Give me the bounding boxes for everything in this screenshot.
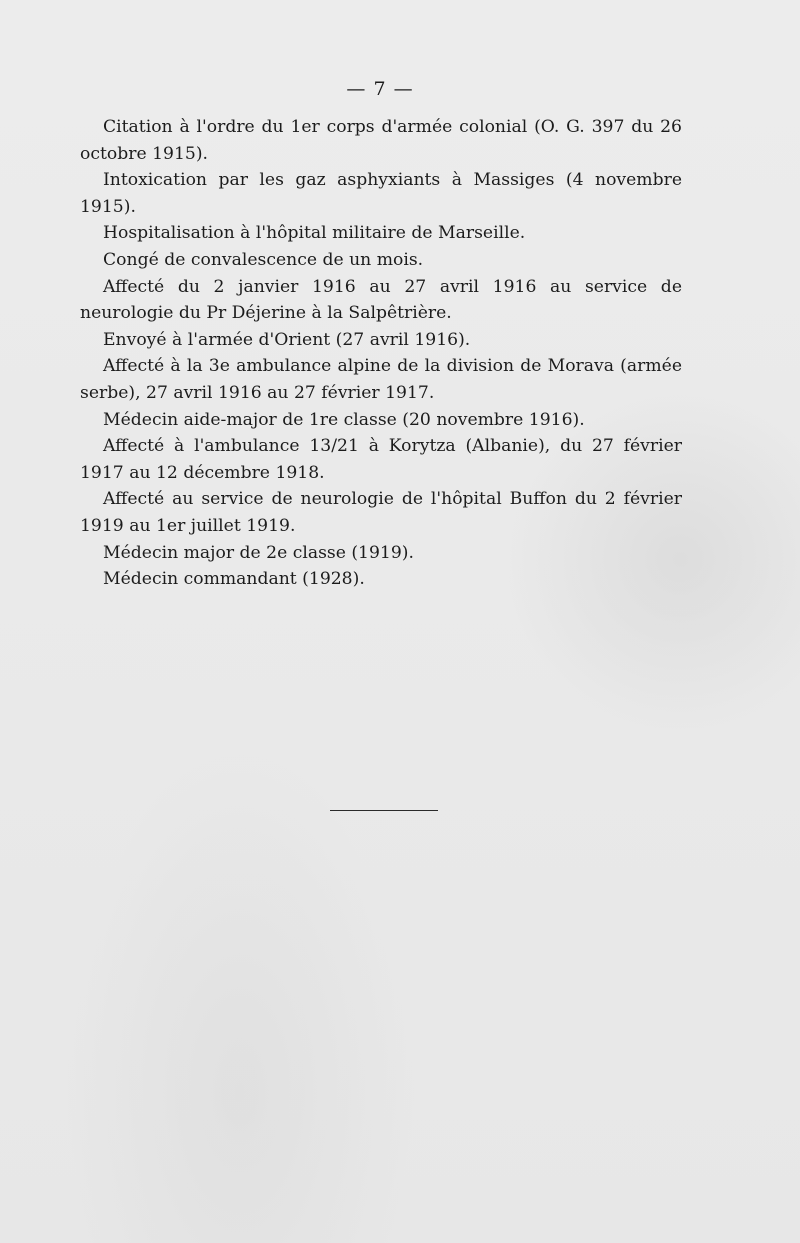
end-rule: [330, 810, 438, 811]
entry-affecte-korytza: Affecté à l'ambulance 13/21 à Korytza (Albanie), du 27 février 1917 au 12 décembre 1918.: [80, 436, 682, 483]
entry-affecte-salpetriere: Affecté du 2 janvier 1916 au 27 avril 1916 au service de neurologie du Pr Déjerine à la Salpêtrière.: [80, 276, 682, 324]
entry-affecte-morava: Affecté à la 3e ambulance alpine de la division de Morava (armée serbe), 27 avril 1916 au 27 février 1917.: [80, 356, 682, 403]
entry-citation: Citation à l'ordre du 1er corps d'armée colonial (O. G. 397 du 26 octobre 1915).: [80, 117, 682, 164]
entry-hospitalisation: Hospitalisation à l'hôpital militaire de Marseille.: [103, 223, 526, 244]
entry-intoxication: Intoxication par les gaz asphyxiants à Massiges (4 novembre 1915).: [80, 170, 682, 217]
entry-envoye-orient: Envoyé à l'armée d'Orient (27 avril 1916).: [103, 329, 471, 350]
body-text: [80, 114, 682, 593]
entry-medecin-major: Médecin major de 2e classe (1919).: [103, 542, 414, 563]
entry-conge: Congé de convalescence de un mois.: [103, 249, 424, 270]
page-number: — 7 —: [346, 78, 414, 100]
entry-aide-major: Médecin aide-major de 1re classe (20 novembre 1916).: [103, 409, 585, 430]
entry-affecte-buffon: Affecté au service de neurologie de l'hôpital Buffon du 2 février 1919 au 1er juillet 1919.: [80, 489, 682, 536]
entry-medecin-commandant: Médecin commandant (1928).: [103, 569, 365, 590]
